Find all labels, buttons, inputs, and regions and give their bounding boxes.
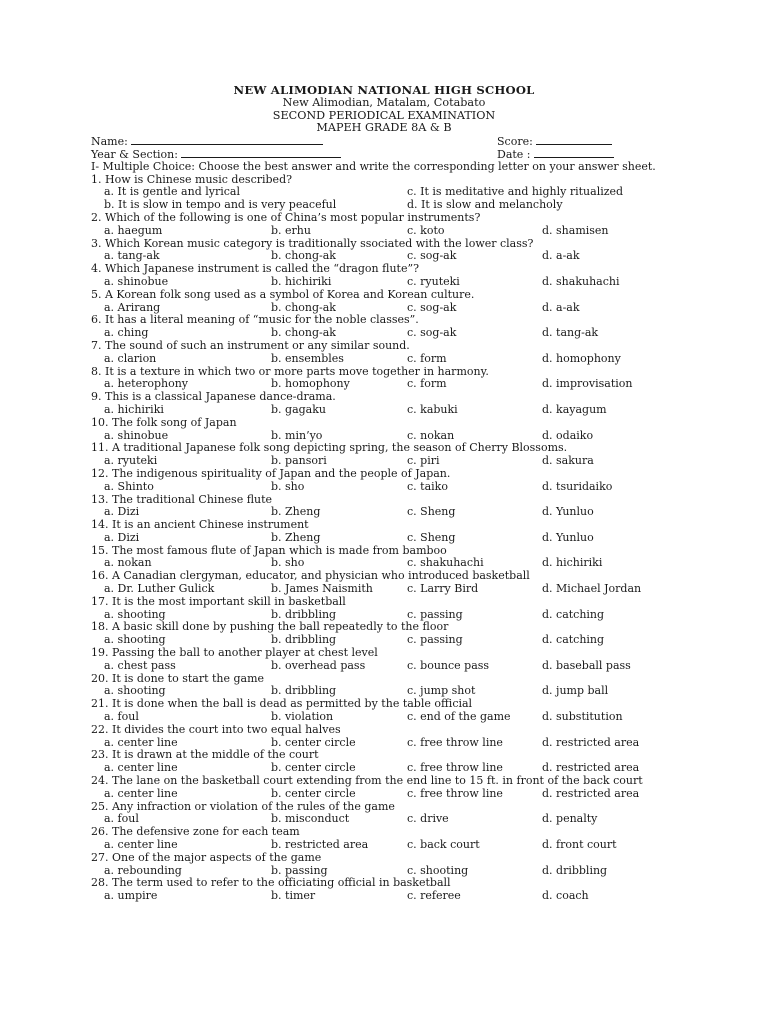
score-blank xyxy=(536,135,612,145)
option-d: d. tsuridaiko xyxy=(542,479,613,493)
option-c: c. passing xyxy=(407,633,463,647)
option-c: c. piri xyxy=(407,454,440,468)
option-c: c. kabuki xyxy=(407,402,458,416)
options-row xyxy=(0,353,768,366)
question-row xyxy=(0,852,768,865)
option-b: b. misconduct xyxy=(271,812,350,826)
question-text: 16. A Canadian clergyman, educator, and physician who introduced basketball xyxy=(91,569,530,583)
question-text: 9. This is a classical Japanese dance-drama. xyxy=(91,390,336,404)
question-text: 1. How is Chinese music described? xyxy=(91,172,293,186)
options-row xyxy=(0,890,768,903)
exam-page xyxy=(0,84,768,903)
option-b: b. ensembles xyxy=(271,351,344,365)
question-row xyxy=(0,724,768,737)
option-b: b. timer xyxy=(271,889,316,903)
question-text: 28. The term used to refer to the officiating official in basketball xyxy=(91,876,451,890)
option-a: a. tang-ak xyxy=(104,249,160,263)
option-a: a. Shinto xyxy=(104,479,154,493)
options-row xyxy=(0,711,768,724)
option-c: c. free throw line xyxy=(407,786,503,800)
option-a: a. foul xyxy=(104,710,139,724)
section-blank xyxy=(181,148,341,158)
option-a: a. Dizi xyxy=(104,505,140,519)
options-row xyxy=(0,839,768,852)
option-b: b. dribbling xyxy=(271,684,337,698)
option-d: d. homophony xyxy=(542,351,621,365)
option-a: a. Arirang xyxy=(104,300,161,314)
question-text: 26. The defensive zone for each team xyxy=(91,825,300,839)
option-a: a. It is gentle and lyrical xyxy=(104,185,240,199)
option-b: b. violation xyxy=(271,710,334,724)
option-c: c. free throw line xyxy=(407,761,503,775)
option-b: b. restricted area xyxy=(271,838,369,852)
question-text: 21. It is done when the ball is dead as permitted by the table official xyxy=(91,697,473,711)
option-c: c. nokan xyxy=(407,428,455,442)
option-c: c. shooting xyxy=(407,863,469,877)
question-text: 6. It has a literal meaning of “music for the noble classes”. xyxy=(91,313,419,327)
option-c: c. jump shot xyxy=(407,684,476,698)
section-label: Year & Section: xyxy=(91,147,178,161)
exam-header xyxy=(0,84,768,135)
score-field xyxy=(497,135,612,149)
option-d: d. penalty xyxy=(542,812,598,826)
question-text: 19. Passing the ball to another player at chest level xyxy=(91,646,378,660)
option-b: b. sho xyxy=(271,479,305,493)
option-d: d. Michael Jordan xyxy=(542,582,642,596)
options-row xyxy=(0,481,768,494)
option-c: c. referee xyxy=(407,889,461,903)
option-c: c. koto xyxy=(407,223,445,237)
option-b: b. chong-ak xyxy=(271,249,336,263)
option-d: d. improvisation xyxy=(542,377,633,391)
option-d: d. restricted area xyxy=(542,786,640,800)
question-text: 7. The sound of such an instrument or any similar sound. xyxy=(91,338,410,352)
question-text: 8. It is a texture in which two or more parts move together in harmony. xyxy=(91,364,489,378)
question-text: 11. A traditional Japanese folk song depicting spring, the season of Cherry Blossoms. xyxy=(91,441,568,455)
option-d: d. restricted area xyxy=(542,761,640,775)
option-d: d. a-ak xyxy=(542,249,580,263)
option-b: b. James Naismith xyxy=(271,582,373,596)
option-c: c. passing xyxy=(407,607,463,621)
option-b: b. pansori xyxy=(271,454,327,468)
option-a: a. Dizi xyxy=(104,530,140,544)
question-text: 4. Which Japanese instrument is called the “dragon flute”? xyxy=(91,262,419,276)
option-a: a. nokan xyxy=(104,556,152,570)
option-a: a. ryuteki xyxy=(104,454,158,468)
option-d: d. a-ak xyxy=(542,300,580,314)
name-field xyxy=(91,135,323,149)
option-c: c. shakuhachi xyxy=(407,556,484,570)
option-b: b. Zheng xyxy=(271,530,321,544)
option-d: d. catching xyxy=(542,633,605,647)
option-b: b. overhead pass xyxy=(271,658,366,672)
question-text: 5. A Korean folk song used as a symbol of Korea and Korean culture. xyxy=(91,287,475,301)
option-c: c. drive xyxy=(407,812,449,826)
school-name: NEW ALIMODIAN NATIONAL HIGH SCHOOL xyxy=(233,83,535,97)
options-row xyxy=(0,583,768,596)
question-row xyxy=(0,289,768,302)
name-blank xyxy=(131,135,323,145)
options-row xyxy=(0,660,768,673)
score-label: Score: xyxy=(497,135,533,149)
option-a: a. shinobue xyxy=(104,428,169,442)
option-b: b. chong-ak xyxy=(271,300,336,314)
option-b: b. Zheng xyxy=(271,505,321,519)
options-row xyxy=(0,788,768,801)
options-row xyxy=(0,532,768,545)
option-c: c. sog-ak xyxy=(407,249,457,263)
option-c: c. back court xyxy=(407,838,480,852)
option-a: a. center line xyxy=(104,761,178,775)
option-c: c. form xyxy=(407,351,447,365)
question-text: 22. It divides the court into two equal halves xyxy=(91,722,341,736)
question-text: 25. Any infraction or violation of the rules of the game xyxy=(91,799,395,813)
option-c: c. Sheng xyxy=(407,530,456,544)
option-a: a. Dr. Luther Gulick xyxy=(104,582,215,596)
option-a: a. center line xyxy=(104,838,178,852)
question-text: 2. Which of the following is one of China’s most popular instruments? xyxy=(91,210,481,224)
option-a: a. umpire xyxy=(104,889,158,903)
option-a: a. ching xyxy=(104,326,149,340)
question-row xyxy=(0,212,768,225)
option-b: b. hichiriki xyxy=(271,274,332,288)
option-c: c. Sheng xyxy=(407,505,456,519)
option-d: d. odaiko xyxy=(542,428,594,442)
option-d: d. front court xyxy=(542,838,617,852)
option-c: c. Larry Bird xyxy=(407,582,479,596)
option-c: c. form xyxy=(407,377,447,391)
question-text: 23. It is drawn at the middle of the court xyxy=(91,748,319,762)
question-text: 3. Which Korean music category is traditionally ssociated with the lower class? xyxy=(91,236,534,250)
question-row xyxy=(0,468,768,481)
question-text: 20. It is done to start the game xyxy=(91,671,265,685)
option-b: b. dribbling xyxy=(271,633,337,647)
option-a: a. shinobue xyxy=(104,274,169,288)
question-text: 10. The folk song of Japan xyxy=(91,415,237,429)
option-c: c. free throw line xyxy=(407,735,503,749)
option-d: d. restricted area xyxy=(542,735,640,749)
options-row xyxy=(0,225,768,238)
option-d: d. kayagum xyxy=(542,402,607,416)
option-d: d. hichiriki xyxy=(542,556,603,570)
question-text: 12. The indigenous spirituality of Japan and the people of Japan. xyxy=(91,466,451,480)
option-a: a. clarion xyxy=(104,351,157,365)
option-c: c. end of the game xyxy=(407,710,511,724)
option-b: b. passing xyxy=(271,863,328,877)
question-row xyxy=(0,417,768,430)
option-a: a. shooting xyxy=(104,633,166,647)
option-d: d. shamisen xyxy=(542,223,609,237)
option-a: a. foul xyxy=(104,812,139,826)
question-text: 15. The most famous flute of Japan which is made from bamboo xyxy=(91,543,447,557)
subject-title: MAPEH GRADE 8A & B xyxy=(316,121,452,135)
question-text: 27. One of the major aspects of the game xyxy=(91,850,322,864)
option-b: b. erhu xyxy=(271,223,311,237)
question-row xyxy=(0,647,768,660)
question-row xyxy=(0,519,768,532)
option-c: c. bounce pass xyxy=(407,658,490,672)
option-d: d. sakura xyxy=(542,454,594,468)
option-a: a. rebounding xyxy=(104,863,182,877)
question-row xyxy=(0,596,768,609)
option-c: d. It is slow and melancholy xyxy=(407,198,563,212)
option-a: b. It is slow in tempo and is very peaceful xyxy=(104,198,337,212)
option-b: b. homophony xyxy=(271,377,350,391)
question-row xyxy=(0,340,768,353)
option-d: d. shakuhachi xyxy=(542,274,620,288)
question-text: 18. A basic skill done by pushing the ball repeatedly to the floor xyxy=(91,620,449,634)
option-b: b. chong-ak xyxy=(271,326,336,340)
option-d: d. dribbling xyxy=(542,863,608,877)
section-date-row xyxy=(0,148,768,161)
option-c: c. ryuteki xyxy=(407,274,460,288)
name-label: Name: xyxy=(91,135,128,149)
option-b: b. center circle xyxy=(271,761,356,775)
question-text: 13. The traditional Chinese flute xyxy=(91,492,273,506)
question-list xyxy=(0,174,768,903)
option-a: a. center line xyxy=(104,735,178,749)
option-d: d. tang-ak xyxy=(542,326,599,340)
option-c: c. sog-ak xyxy=(407,300,457,314)
option-c: c. sog-ak xyxy=(407,326,457,340)
option-a: a. haegum xyxy=(104,223,163,237)
date-label: Date : xyxy=(497,147,531,161)
option-d: d. catching xyxy=(542,607,605,621)
option-a: a. shooting xyxy=(104,684,166,698)
question-text: 14. It is an ancient Chinese instrument xyxy=(91,518,309,532)
question-row xyxy=(0,775,768,788)
school-address: New Alimodian, Matalam, Cotabato xyxy=(282,95,486,109)
option-b: b. min’yo xyxy=(271,428,323,442)
option-c: c. It is meditative and highly ritualized xyxy=(407,185,624,199)
question-text: 24. The lane on the basketball court extending from the end line to 15 ft. in front of the back court xyxy=(91,774,643,788)
option-d: d. coach xyxy=(542,889,589,903)
name-score-row xyxy=(0,135,768,148)
date-blank xyxy=(534,148,614,158)
option-d: d. substitution xyxy=(542,710,623,724)
option-a: a. chest pass xyxy=(104,658,176,672)
exam-title: SECOND PERIODICAL EXAMINATION xyxy=(272,108,496,122)
option-a: a. shooting xyxy=(104,607,166,621)
question-row xyxy=(0,391,768,404)
options-row xyxy=(0,404,768,417)
option-a: a. heterophony xyxy=(104,377,189,391)
option-b: b. gagaku xyxy=(271,402,326,416)
option-b: b. sho xyxy=(271,556,305,570)
option-d: d. Yunluo xyxy=(542,530,594,544)
option-b: b. center circle xyxy=(271,786,356,800)
option-a: a. hichiriki xyxy=(104,402,164,416)
question-text: 17. It is the most important skill in basketball xyxy=(91,594,346,608)
options-row xyxy=(0,276,768,289)
option-a: a. center line xyxy=(104,786,178,800)
option-b: b. center circle xyxy=(271,735,356,749)
option-d: d. Yunluo xyxy=(542,505,594,519)
instruction-row xyxy=(0,161,768,174)
option-b: b. dribbling xyxy=(271,607,337,621)
options-row xyxy=(0,455,768,468)
option-d: d. baseball pass xyxy=(542,658,631,672)
option-d: d. jump ball xyxy=(542,684,609,698)
instruction-text: I- Multiple Choice: Choose the best answer and write the corresponding letter on your answer sheet. xyxy=(91,159,656,173)
option-c: c. taiko xyxy=(407,479,448,493)
